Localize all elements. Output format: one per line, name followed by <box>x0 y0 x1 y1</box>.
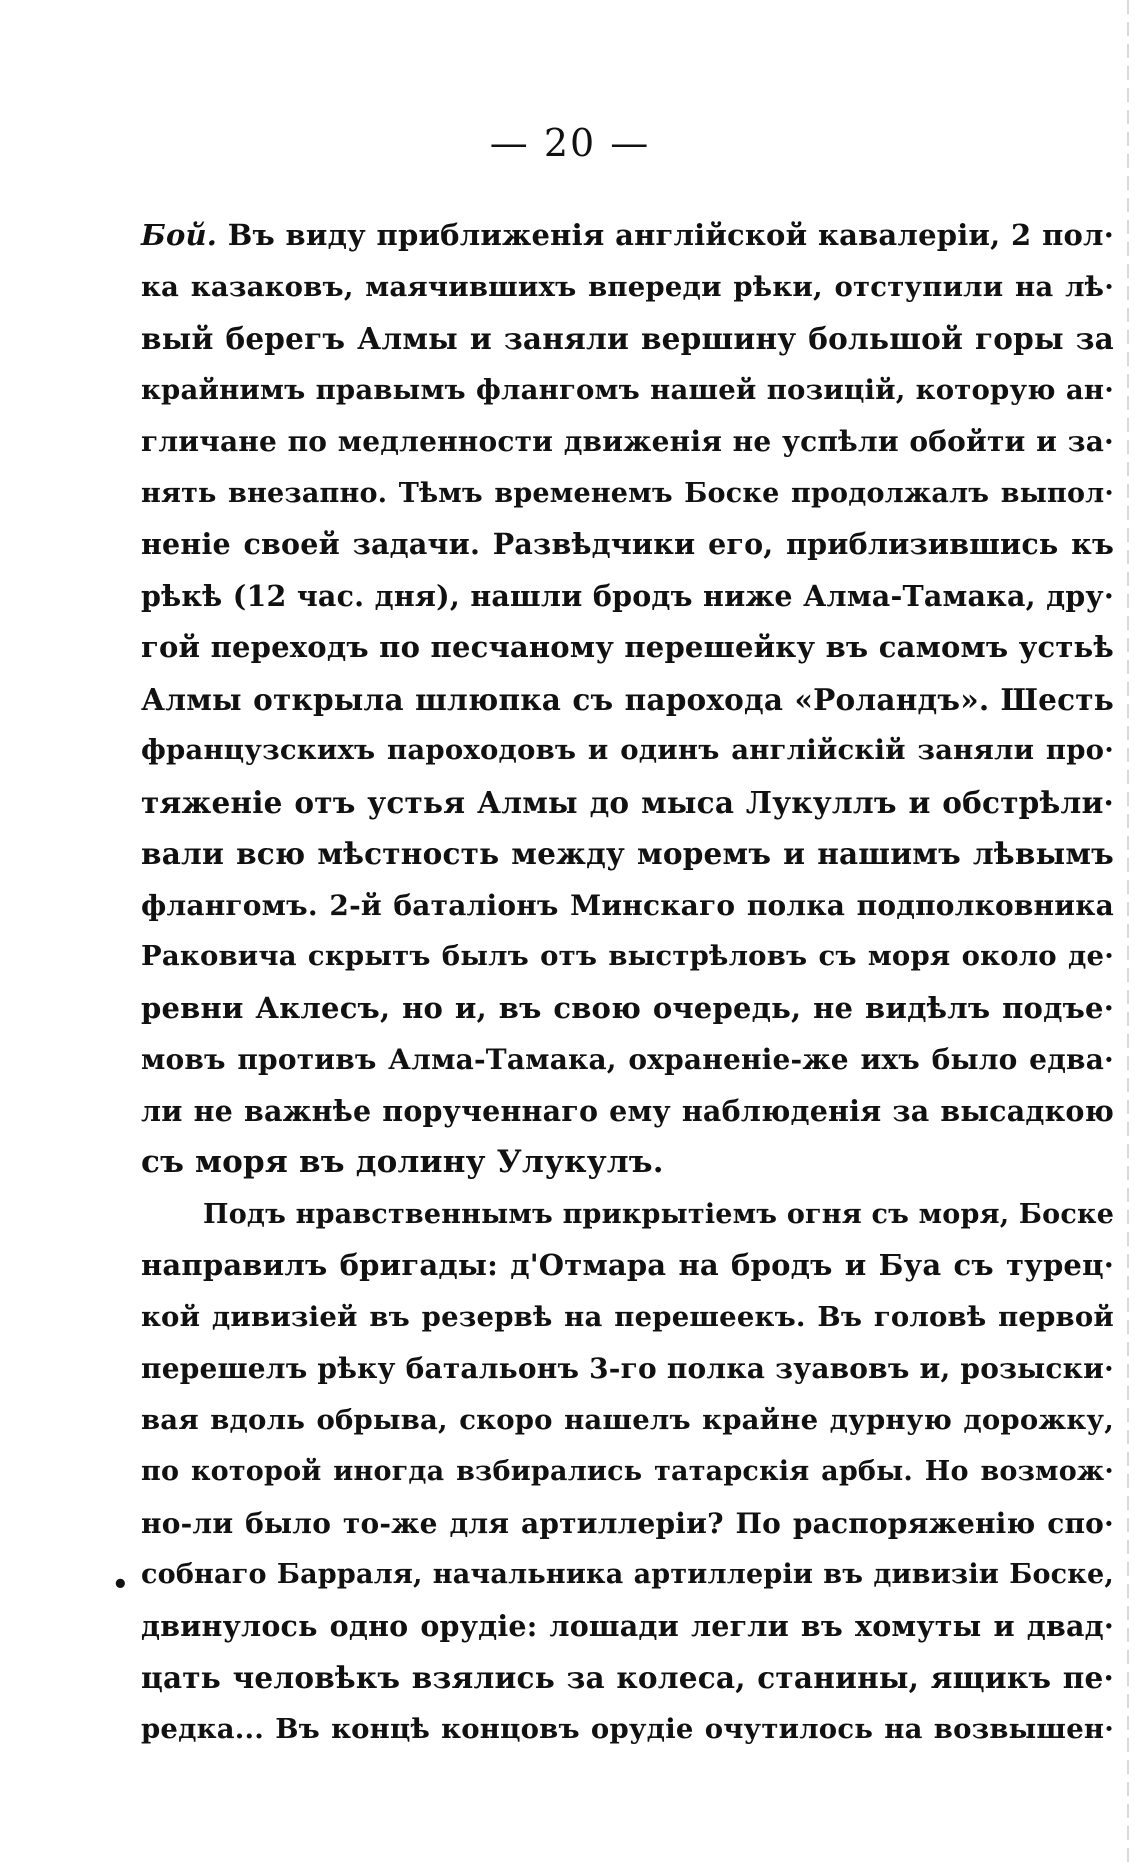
text-line: вый берегъ Алмы и заняли вершину большой горы за <box>141 321 1114 356</box>
text-line: вая вдоль обрыва, скоро нашелъ крайне дурную дорожку, <box>141 1403 1114 1436</box>
text-line-content: Въ виду приближенія англійской кавалеріи, 2 пол· <box>227 218 1114 252</box>
text-line: двинулось одно орудіе: лошади легли въ хомуты и двад· <box>141 1608 1114 1643</box>
text-line: гличане по медленности движенія не успѣли обойти и за· <box>141 425 1114 458</box>
text-line: рѣкѣ (12 час. дня), нашли бродъ ниже Алма-Тамака, дру· <box>141 578 1114 613</box>
text-line: Подъ нравственнымъ прикрытіемъ огня съ моря, Боске <box>203 1198 1115 1230</box>
text-line: крайнимъ правымъ флангомъ нашей позицій, которую ан· <box>141 373 1114 406</box>
text-line: ли не важнѣе порученнаго ему наблюденія за высадкою <box>141 1093 1114 1128</box>
text-line: мовъ противъ Алма-Тамака, охраненіе-же ихъ было едва· <box>141 1043 1114 1076</box>
paragraph-lead-word: Бой. <box>141 218 218 252</box>
page-number: — 20 — <box>489 121 651 165</box>
text-line: нять внезапно. Тѣмъ временемъ Боске продолжалъ выпол· <box>141 477 1114 509</box>
margin-mark: • <box>112 1570 129 1600</box>
text-line: по которой иногда взбирались татарскія арбы. Но возмож· <box>141 1456 1114 1487</box>
text-line: гой переходъ по песчаному перешейку въ самомъ устьѣ <box>141 630 1114 664</box>
text-line: кой дивизіей въ резервѣ на перешеекъ. Въ головѣ первой <box>141 1300 1114 1333</box>
text-line: вали всю мѣстность между моремъ и нашимъ лѣвымъ <box>141 836 1114 871</box>
text-line: неніе своей задачи. Развѣдчики его, приблизившись къ <box>141 527 1114 561</box>
text-line: французскихъ пароходовъ и одинъ англійскій заняли про· <box>141 734 1114 766</box>
text-line <box>141 210 1114 262</box>
body-text <box>141 210 1114 1755</box>
text-line: Алмы открыла шлюпка съ парохода «Роландъ». Шесть <box>141 681 1114 717</box>
page-edge-divider <box>1127 0 1129 1862</box>
text-line: собнаго Барраля, начальника артиллеріи въ дивизіи Боске, <box>141 1559 1114 1590</box>
text-line: тяженіе отъ устья Алмы до мыса Лукуллъ и обстрѣли· <box>141 784 1114 820</box>
text-line: перешелъ рѣку батальонъ 3-го полка зуавовъ и, розыски· <box>141 1352 1114 1385</box>
text-line: ка казаковъ, маячившихъ впереди рѣки, отступили на лѣ· <box>141 270 1114 303</box>
text-line: Раковича скрытъ былъ отъ выстрѣловъ съ моря около де· <box>141 940 1114 972</box>
text-line: редка... Въ концѣ концовъ орудіе очутилось на возвышен· <box>141 1712 1114 1745</box>
text-line: цать человѣкъ взялись за колеса, станины, ящикъ пе· <box>141 1660 1114 1695</box>
text-line: но-ли было то-же для артиллеріи? По распоряженію спо· <box>141 1506 1114 1540</box>
text-line: съ моря въ долину Улукулъ. <box>141 1144 664 1180</box>
text-line: флангомъ. 2-й баталіонъ Минскаго полка подполковника <box>141 888 1114 922</box>
text-line: направилъ бригады: д'Отмара на бродъ и Буа съ турец· <box>141 1248 1114 1282</box>
text-line: ревни Аклесъ, но и, въ свою очередь, не видѣлъ подъе· <box>141 990 1114 1025</box>
